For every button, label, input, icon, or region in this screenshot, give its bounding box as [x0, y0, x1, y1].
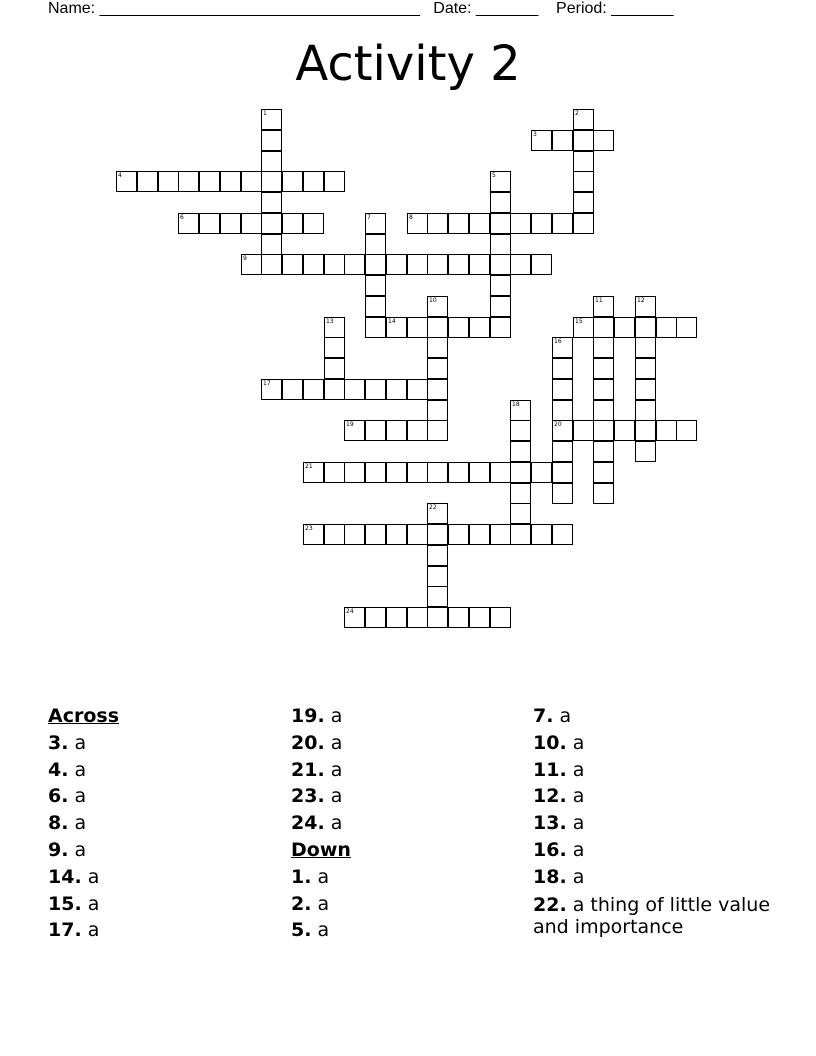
clue-heading: Across — [48, 705, 120, 727]
clue-item-text: a — [572, 812, 585, 835]
grid-cell[interactable] — [573, 130, 594, 151]
grid-cell[interactable] — [552, 358, 573, 379]
grid-cell[interactable] — [427, 317, 448, 338]
grid-cell[interactable] — [220, 171, 241, 192]
grid-cell[interactable] — [448, 462, 469, 483]
grid-cell[interactable] — [656, 317, 677, 338]
grid-cell[interactable] — [448, 317, 469, 338]
clue-item — [291, 810, 531, 837]
grid-cell[interactable] — [303, 213, 324, 234]
grid-cell[interactable] — [593, 358, 614, 379]
grid-cell[interactable] — [490, 607, 511, 628]
clue-number-label: 7 — [367, 214, 371, 221]
clue-number-label: 17 — [263, 380, 271, 387]
grid-cell[interactable] — [427, 524, 448, 545]
grid-cell[interactable] — [510, 503, 531, 524]
grid-cell[interactable] — [282, 254, 303, 275]
clue-item-text: a — [330, 758, 343, 781]
grid-cell[interactable] — [635, 358, 656, 379]
clue-item-number: 15. — [48, 892, 82, 915]
grid-cell[interactable] — [573, 192, 594, 213]
clue-item-text: a — [317, 865, 330, 888]
grid-cell[interactable] — [261, 151, 282, 172]
grid-cell[interactable] — [427, 358, 448, 379]
grid-cell[interactable] — [510, 254, 531, 275]
clue-item-text: a — [572, 838, 585, 861]
clue-item-number: 17. — [48, 919, 82, 942]
grid-cell[interactable] — [656, 420, 677, 441]
grid-cell[interactable] — [531, 130, 552, 151]
clue-item-number: 8. — [48, 812, 69, 835]
clue-number-label: 10 — [429, 297, 437, 304]
grid-cell[interactable] — [448, 607, 469, 628]
grid-cell[interactable] — [407, 607, 428, 628]
grid-cell[interactable] — [469, 317, 490, 338]
clue-item-text: a — [74, 758, 87, 781]
grid-cell[interactable] — [448, 213, 469, 234]
grid-cell[interactable] — [510, 483, 531, 504]
clue-item-text: a — [559, 705, 572, 727]
clue-item — [533, 837, 783, 864]
grid-cell[interactable] — [386, 420, 407, 441]
grid-cell[interactable] — [614, 420, 635, 441]
clue-item-text: a — [317, 892, 330, 915]
clue-item-text: a — [87, 865, 100, 888]
clue-item-text: a — [330, 705, 343, 727]
grid-cell[interactable] — [241, 213, 262, 234]
grid-cell[interactable] — [490, 317, 511, 338]
grid-cell[interactable] — [261, 130, 282, 151]
grid-cell[interactable] — [469, 607, 490, 628]
grid-cell[interactable] — [635, 296, 656, 317]
grid-cell[interactable] — [282, 171, 303, 192]
clue-item-number: 12. — [533, 785, 567, 808]
grid-cell[interactable] — [427, 254, 448, 275]
grid-cell[interactable] — [407, 213, 428, 234]
clue-item-text: a — [74, 838, 87, 861]
clue-item-text: a — [317, 919, 330, 942]
grid-cell[interactable] — [635, 441, 656, 462]
grid-cell[interactable] — [490, 192, 511, 213]
grid-cell[interactable] — [365, 379, 386, 400]
grid-cell[interactable] — [261, 234, 282, 255]
grid-cell[interactable] — [365, 420, 386, 441]
clue-item — [48, 783, 288, 810]
clue-item — [291, 917, 531, 944]
date-blank[interactable]: _______ — [475, 0, 539, 17]
grid-cell[interactable] — [552, 524, 573, 545]
name-label: Name: — [48, 0, 96, 17]
clue-number-label: 3 — [533, 131, 537, 138]
grid-cell[interactable] — [490, 171, 511, 192]
clue-item — [291, 703, 531, 730]
grid-cell[interactable] — [344, 524, 365, 545]
clue-item — [533, 864, 783, 891]
grid-cell[interactable] — [573, 317, 594, 338]
grid-cell[interactable] — [490, 462, 511, 483]
grid-cell[interactable] — [365, 275, 386, 296]
clue-item — [291, 757, 531, 784]
clue-number-label: 9 — [243, 255, 247, 262]
clue-item-number: 16. — [533, 838, 567, 861]
clue-number-label: 23 — [305, 525, 313, 532]
clue-item — [48, 864, 288, 891]
name-blank[interactable]: ____________________________________ — [99, 0, 420, 17]
clue-item — [291, 730, 531, 757]
clue-number-label: 15 — [575, 318, 583, 325]
grid-cell[interactable] — [552, 213, 573, 234]
grid-cell[interactable] — [552, 441, 573, 462]
clue-number-label: 13 — [326, 318, 334, 325]
grid-cell[interactable] — [490, 213, 511, 234]
grid-cell[interactable] — [427, 379, 448, 400]
clue-item-number: 19. — [291, 705, 325, 727]
grid-cell[interactable] — [427, 296, 448, 317]
clue-column-3 — [533, 703, 783, 938]
grid-cell[interactable] — [469, 462, 490, 483]
grid-cell[interactable] — [614, 317, 635, 338]
grid-cell[interactable] — [344, 254, 365, 275]
grid-cell[interactable] — [324, 524, 345, 545]
grid-cell[interactable] — [490, 524, 511, 545]
grid-cell[interactable] — [386, 524, 407, 545]
grid-cell[interactable] — [573, 420, 594, 441]
grid-cell[interactable] — [593, 462, 614, 483]
clue-number-label: 18 — [512, 401, 520, 408]
grid-cell[interactable] — [593, 379, 614, 400]
clue-item — [533, 757, 783, 784]
grid-cell[interactable] — [365, 462, 386, 483]
grid-cell[interactable] — [552, 420, 573, 441]
grid-cell[interactable] — [531, 462, 552, 483]
clue-number-label: 14 — [388, 318, 396, 325]
grid-cell[interactable] — [490, 296, 511, 317]
grid-cell[interactable] — [510, 400, 531, 421]
clue-number-label: 11 — [595, 297, 603, 304]
clue-item-number: 23. — [291, 785, 325, 808]
grid-cell[interactable] — [552, 400, 573, 421]
clue-number-label: 2 — [575, 110, 579, 117]
grid-cell[interactable] — [303, 171, 324, 192]
clue-item-number: 13. — [533, 812, 567, 835]
clue-item-text: a thing of little value and importance — [533, 893, 771, 938]
grid-cell[interactable] — [593, 296, 614, 317]
grid-cell[interactable] — [261, 192, 282, 213]
grid-cell[interactable] — [573, 171, 594, 192]
clue-heading: Down — [291, 838, 351, 861]
clue-item — [48, 730, 288, 757]
grid-cell[interactable] — [448, 524, 469, 545]
grid-cell[interactable] — [344, 379, 365, 400]
grid-cell[interactable] — [531, 254, 552, 275]
clue-item — [533, 730, 783, 757]
clue-item-number: 9. — [48, 838, 69, 861]
clue-item-number: 22. — [533, 893, 567, 916]
clue-item-text: a — [74, 785, 87, 808]
clue-item-number: 4. — [48, 758, 69, 781]
clue-item — [533, 783, 783, 810]
clue-number-label: 22 — [429, 504, 437, 511]
clue-item-text: a — [572, 758, 585, 781]
clue-item-number: 24. — [291, 812, 325, 835]
grid-cell[interactable] — [282, 213, 303, 234]
clue-number-label: 19 — [346, 421, 354, 428]
grid-cell[interactable] — [407, 420, 428, 441]
clue-item-number: 1. — [291, 865, 312, 888]
grid-cell[interactable] — [407, 524, 428, 545]
grid-cell[interactable] — [241, 254, 262, 275]
clue-item — [533, 810, 783, 837]
clue-number-label: 1 — [263, 110, 267, 117]
grid-cell[interactable] — [137, 171, 158, 192]
grid-cell[interactable] — [407, 379, 428, 400]
grid-cell[interactable] — [324, 379, 345, 400]
grid-cell[interactable] — [635, 420, 656, 441]
period-label: Period: — [556, 0, 607, 17]
grid-cell[interactable] — [510, 524, 531, 545]
grid-cell[interactable] — [427, 586, 448, 607]
grid-cell[interactable] — [303, 379, 324, 400]
grid-cell[interactable] — [261, 254, 282, 275]
grid-cell[interactable] — [282, 379, 303, 400]
grid-cell[interactable] — [593, 400, 614, 421]
grid-cell[interactable] — [386, 254, 407, 275]
grid-cell[interactable] — [593, 483, 614, 504]
grid-cell[interactable] — [303, 462, 324, 483]
clue-item-text: a — [330, 731, 343, 754]
grid-cell[interactable] — [490, 234, 511, 255]
grid-cell[interactable] — [469, 254, 490, 275]
grid-cell[interactable] — [324, 254, 345, 275]
grid-cell[interactable] — [365, 524, 386, 545]
grid-cell[interactable] — [407, 462, 428, 483]
grid-cell[interactable] — [573, 151, 594, 172]
grid-cell[interactable] — [593, 317, 614, 338]
clue-number-label: 6 — [180, 214, 184, 221]
clue-item-number: 6. — [48, 785, 69, 808]
grid-cell[interactable] — [427, 462, 448, 483]
grid-cell[interactable] — [116, 171, 137, 192]
grid-cell[interactable] — [324, 462, 345, 483]
grid-cell[interactable] — [448, 254, 469, 275]
grid-cell[interactable] — [344, 462, 365, 483]
clue-item — [48, 891, 288, 918]
grid-cell[interactable] — [593, 130, 614, 151]
clue-item — [533, 891, 783, 938]
grid-cell[interactable] — [386, 379, 407, 400]
grid-cell[interactable] — [261, 379, 282, 400]
clue-number-label: 20 — [554, 421, 562, 428]
grid-cell[interactable] — [365, 213, 386, 234]
date-label: Date: — [433, 0, 472, 17]
grid-cell[interactable] — [178, 171, 199, 192]
grid-cell[interactable] — [552, 379, 573, 400]
grid-cell[interactable] — [490, 275, 511, 296]
clue-item-text: a — [572, 785, 585, 808]
clue-item-number: 14. — [48, 865, 82, 888]
clue-item-number: 20. — [291, 731, 325, 754]
grid-cell[interactable] — [386, 607, 407, 628]
grid-cell[interactable] — [635, 400, 656, 421]
clue-item — [291, 891, 531, 918]
clue-item-text: a — [572, 731, 585, 754]
grid-cell[interactable] — [490, 254, 511, 275]
clue-item — [533, 703, 783, 730]
clue-item-number: 10. — [533, 731, 567, 754]
grid-cell[interactable] — [344, 420, 365, 441]
clue-item-text: a — [87, 919, 100, 942]
grid-cell[interactable] — [635, 337, 656, 358]
grid-cell[interactable] — [427, 566, 448, 587]
clue-item-number: 18. — [533, 865, 567, 888]
clue-item — [48, 757, 288, 784]
clue-item — [291, 783, 531, 810]
clue-item — [48, 917, 288, 944]
grid-cell[interactable] — [469, 524, 490, 545]
grid-cell[interactable] — [427, 545, 448, 566]
clue-item-text: a — [572, 865, 585, 888]
grid-cell[interactable] — [407, 317, 428, 338]
grid-cell[interactable] — [635, 317, 656, 338]
grid-cell[interactable] — [676, 420, 697, 441]
grid-cell[interactable] — [552, 462, 573, 483]
grid-cell[interactable] — [635, 379, 656, 400]
clue-number-label: 8 — [409, 214, 413, 221]
grid-cell[interactable] — [469, 213, 490, 234]
clue-number-label: 21 — [305, 463, 313, 470]
grid-cell[interactable] — [365, 317, 386, 338]
grid-cell[interactable] — [386, 462, 407, 483]
grid-cell[interactable] — [365, 234, 386, 255]
clue-item-number: 3. — [48, 731, 69, 754]
clue-item-text: a — [330, 812, 343, 835]
grid-cell[interactable] — [510, 462, 531, 483]
grid-cell[interactable] — [593, 441, 614, 462]
grid-cell[interactable] — [261, 171, 282, 192]
clue-item — [291, 864, 531, 891]
page-title: Activity 2 — [295, 36, 521, 92]
clue-column-2 — [291, 703, 531, 944]
grid-cell[interactable] — [199, 213, 220, 234]
clue-number-label: 12 — [637, 297, 645, 304]
grid-cell[interactable] — [427, 420, 448, 441]
grid-cell[interactable] — [552, 337, 573, 358]
grid-cell[interactable] — [324, 337, 345, 358]
clue-number-label: 5 — [492, 172, 496, 179]
grid-cell[interactable] — [510, 420, 531, 441]
grid-cell[interactable] — [324, 171, 345, 192]
grid-cell[interactable] — [531, 524, 552, 545]
clue-item-text: a — [74, 731, 87, 754]
grid-cell[interactable] — [427, 400, 448, 421]
clue-item-text: a — [330, 785, 343, 808]
grid-cell[interactable] — [510, 441, 531, 462]
clue-item-number: 5. — [291, 919, 312, 942]
grid-cell[interactable] — [427, 337, 448, 358]
grid-cell[interactable] — [261, 109, 282, 130]
grid-cell[interactable] — [158, 171, 179, 192]
grid-cell[interactable] — [552, 483, 573, 504]
grid-cell[interactable] — [386, 317, 407, 338]
grid-cell[interactable] — [261, 213, 282, 234]
clue-item — [48, 810, 288, 837]
grid-cell[interactable] — [573, 109, 594, 130]
grid-cell[interactable] — [324, 317, 345, 338]
grid-cell[interactable] — [593, 337, 614, 358]
clue-number-label: 16 — [554, 338, 562, 345]
grid-cell[interactable] — [303, 524, 324, 545]
grid-cell[interactable] — [178, 213, 199, 234]
clue-column-1 — [48, 703, 288, 944]
clue-item-number: 11. — [533, 758, 567, 781]
grid-cell[interactable] — [365, 296, 386, 317]
clue-item-number: 2. — [291, 892, 312, 915]
grid-cell[interactable] — [407, 254, 428, 275]
grid-cell[interactable] — [344, 607, 365, 628]
grid-cell[interactable] — [531, 213, 552, 234]
grid-cell[interactable] — [324, 358, 345, 379]
grid-cell[interactable] — [365, 254, 386, 275]
clue-number-label: 4 — [118, 172, 122, 179]
grid-cell[interactable] — [365, 607, 386, 628]
clue-item-text: a — [74, 812, 87, 835]
grid-cell[interactable] — [199, 171, 220, 192]
clue-item-number: 21. — [291, 758, 325, 781]
period-blank[interactable]: _______ — [611, 0, 674, 17]
clue-item-number: 7. — [533, 705, 554, 727]
grid-cell[interactable] — [593, 420, 614, 441]
grid-cell[interactable] — [552, 130, 573, 151]
grid-cell[interactable] — [303, 254, 324, 275]
grid-cell[interactable] — [427, 607, 448, 628]
grid-cell[interactable] — [220, 213, 241, 234]
grid-cell[interactable] — [427, 503, 448, 524]
grid-cell[interactable] — [573, 213, 594, 234]
clue-item-text: a — [87, 892, 100, 915]
clue-number-label: 24 — [346, 608, 354, 615]
grid-cell[interactable] — [241, 171, 262, 192]
grid-cell[interactable] — [510, 213, 531, 234]
grid-cell[interactable] — [427, 213, 448, 234]
clue-item — [48, 837, 288, 864]
grid-cell[interactable] — [676, 317, 697, 338]
